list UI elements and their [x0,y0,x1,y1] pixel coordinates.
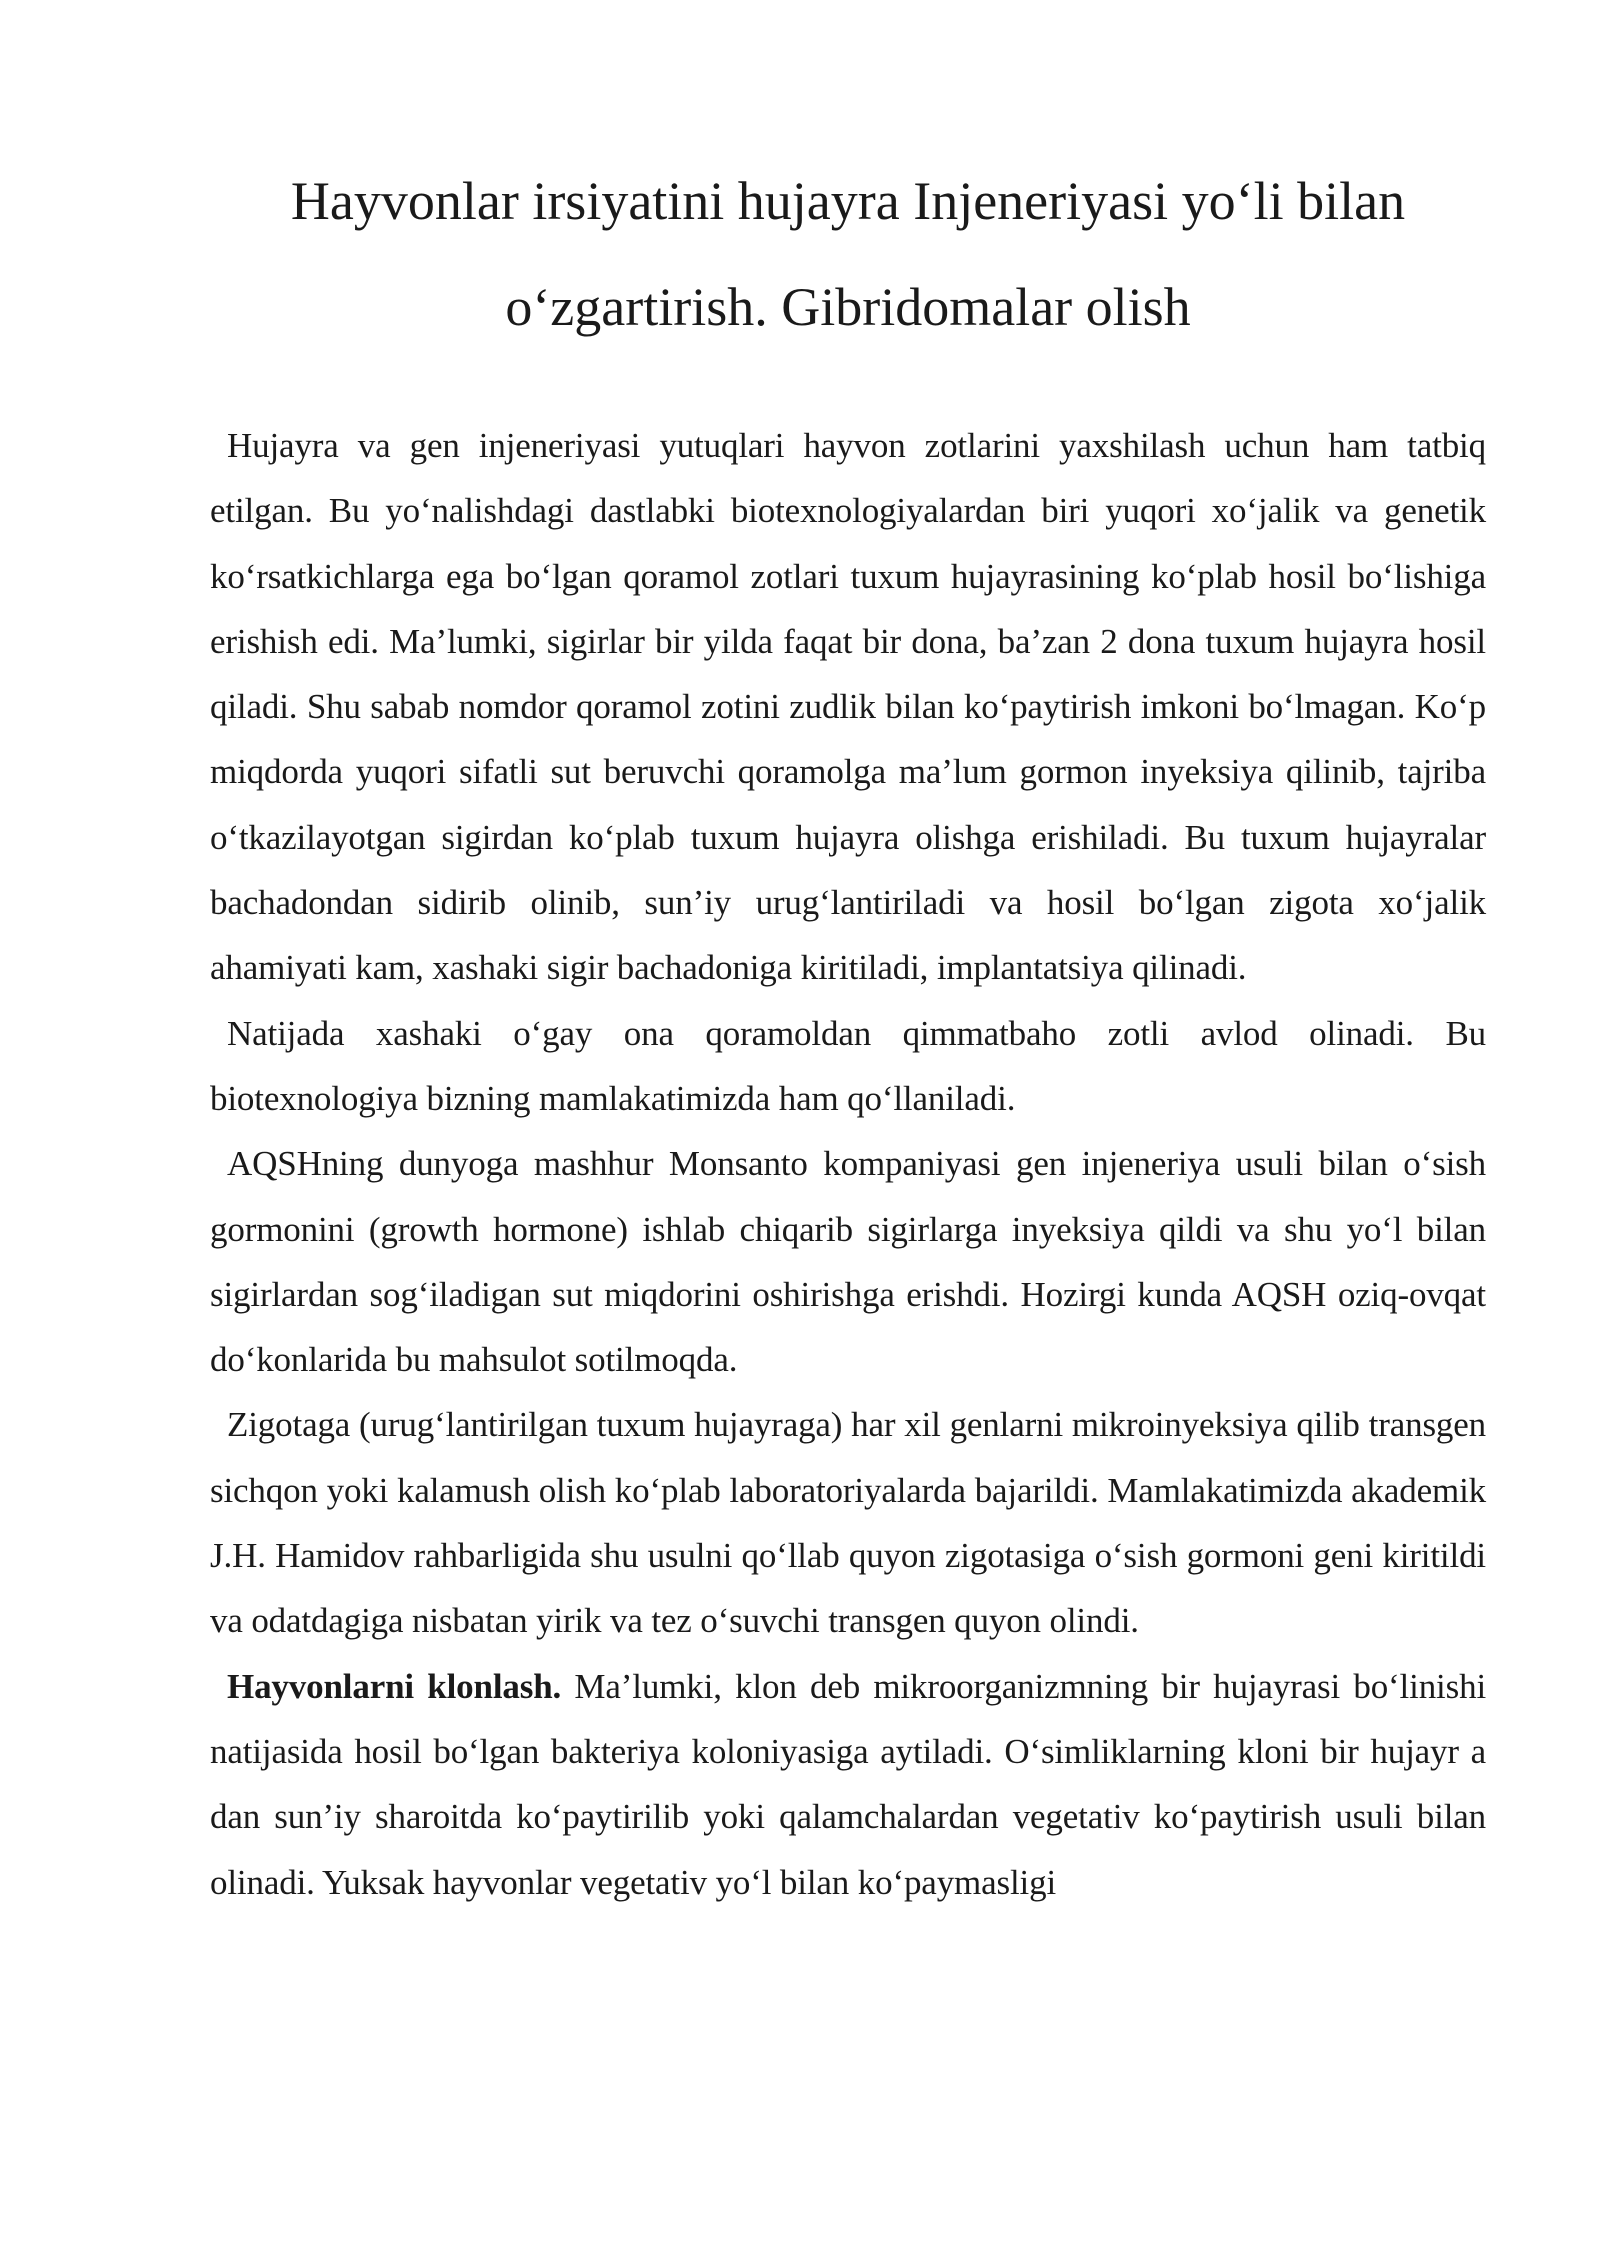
document-title: Hayvonlar irsiyatini hujayra Injeneriyasi yo‘li bilan o‘zgartirish. Gibridomalar olish [290,171,1406,337]
paragraph-cloning-text: Ma’lumki, klon deb mikroorganizmning bir hujayrasi bo‘linishi natijasida hosil bo‘lgan bakteriya koloniyasiga aytiladi. O‘simliklarning kloni bir hujayr a dan sun’iy sharoitda ko‘paytirilib yoki qalamchalardan vegetativ ko‘paytirish usuli bilan olinadi. Yuksak hayvonlar vegetativ yo‘l bilan ko‘paymasligi [210,1666,1487,1902]
paragraph: Hujayra va gen injeneriyasi yutuqlari hayvon zotlarini yaxshilash uchun ham tatbiq etilgan. Bu yo‘nalishdagi dastlabki biotexnologiyalardan biri yuqori xo‘jalik va genetik ko‘rsatkichlarga ega bo‘lgan qoramol zotlari tuxum hujayrasining ko‘plab hosil bo‘lishiga erishish edi. Ma’lumki, sigirlar bir yilda faqat bir dona, ba’zan 2 dona tuxum hujayra hosil qiladi. Shu sabab nomdor qoramol zotini zudlik bilan ko‘paytirish imkoni bo‘lmagan. Ko‘p miqdorda yuqori sifatli sut beruvchi qoramolga ma’lum gormon inyeksiya qilinib, tajriba o‘tkazilayotgan sigirdan ko‘plab tuxum hujayra olishga erishiladi. Bu tuxum hujayralar bachadondan sidirib olinib, sun’iy urug‘lantiriladi va hosil bo‘lgan zigota xo‘jalik ahamiyati kam, xashaki sigir bachadoniga kiritiladi, implantatsiya qilinadi. [210,426,1486,988]
paragraph: AQSHning dunyoga mashhur Monsanto kompaniyasi gen injeneriya usuli bilan o‘sish gormonini (growth hormone) ishlab chiqarib sigirlarga inyeksiya qildi va shu yo‘l bilan sigirlardan sog‘iladigan sut miqdorini oshirishga erishdi. Hozirgi kunda AQSH oziq-ovqat do‘konlarida bu mahsulot sotilmoqda. [210,1144,1486,1380]
document-body [210,413,1486,1915]
paragraph: Natijada xashaki o‘gay ona qoramoldan qimmatbaho zotli avlod olinadi. Bu biotexnologiya bizning mamlakatimizda ham qo‘llaniladi. [210,1013,1486,1118]
paragraph-cloning [210,1654,1486,1915]
paragraph: Zigotaga (urug‘lantirilgan tuxum hujayraga) har xil genlarni mikroinyeksiya qilib transgen sichqon yoki kalamush olish ko‘plab laboratoriyalarda bajarildi. Mamlakatimizda akademik J.H. Hamidov rahbarligida shu usulni qo‘llab quyon zigotasiga o‘sish gormoni geni kiritildi va odatdagiga nisbatan yirik va tez o‘suvchi transgen quyon olindi. [210,1405,1486,1641]
section-heading-cloning: Hayvonlarni klonlash. [227,1666,562,1706]
